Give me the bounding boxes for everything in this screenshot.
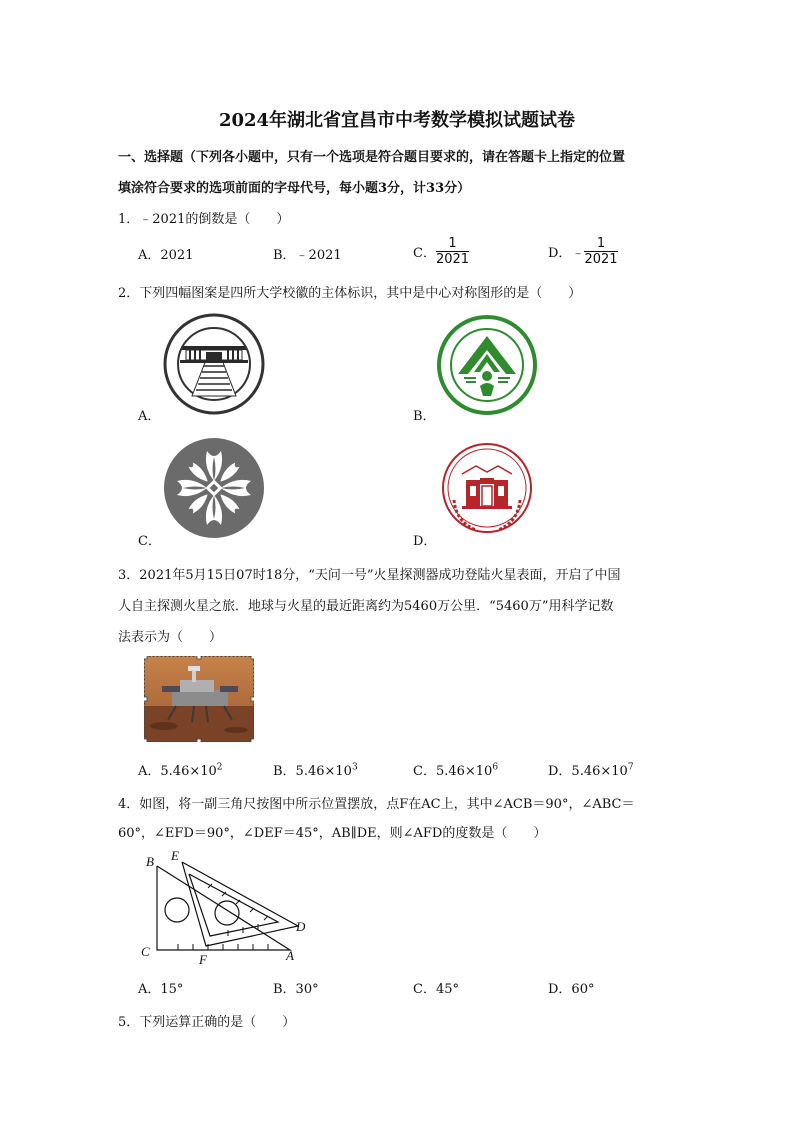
fraction-denominator: 2021 <box>435 252 470 267</box>
q1-option-c-fraction <box>436 236 469 267</box>
q1-stem: 1．﹣2021的倒数是（ ） <box>118 212 290 227</box>
mars-rover-photo <box>144 656 254 742</box>
q4-option-b: B．30° <box>273 982 319 997</box>
q3-option-c-base: C．5.46×10 <box>413 764 493 779</box>
q2-option-d: D． <box>413 534 437 549</box>
emblem-d-image <box>436 440 538 540</box>
q3-option-a-exponent: 2 <box>216 762 223 773</box>
q3-option-a-base: A．5.46×10 <box>138 764 217 779</box>
q3-option-d-base: D．5.46×10 <box>548 764 628 779</box>
q3-option-a <box>138 760 223 779</box>
section-heading-line1: 一、选择题（下列各小题中，只有一个选项是符合题目要求的，请在答题卡上指定的位置 <box>118 150 626 165</box>
q3-line3: 法表示为（ ） <box>118 630 223 645</box>
emblem-c-image <box>163 437 265 539</box>
q2-option-b: B． <box>413 409 436 424</box>
q4-line2: 60°，∠EFD＝90°，∠DEF＝45°，AB∥DE，则∠AFD的度数是（ ） <box>118 826 547 841</box>
q4-option-a: A．15° <box>138 982 184 997</box>
q1-option-d <box>548 236 618 267</box>
q1-option-c-label: C． <box>413 246 436 261</box>
q3-line2: 人自主探测火星之旅．地球与火星的最近距离约为5460万公里．“5460万”用科学记数 <box>118 599 614 614</box>
fig-label-d: D <box>296 919 306 934</box>
q3-line1: 3．2021年5月15日07时18分，“天问一号”火星探测器成功登陆火星表面，开启了中国 <box>118 568 621 583</box>
emblem-b-image <box>436 314 538 416</box>
q3-option-d <box>548 760 634 779</box>
fraction-numerator: 1 <box>584 236 617 252</box>
q3-option-d-exponent: 7 <box>627 762 634 773</box>
fig-label-a: A <box>286 948 294 963</box>
minus-sign: ﹣ <box>571 246 585 261</box>
fig-label-b: B <box>146 854 154 869</box>
fraction-numerator: 1 <box>436 236 469 252</box>
page-title: 2024年湖北省宜昌市中考数学模拟试题试卷 <box>218 110 576 131</box>
q1-option-c <box>413 236 469 267</box>
fig-label-f: F <box>199 952 207 967</box>
q3-option-b <box>273 760 358 779</box>
triangle-rulers-figure <box>138 848 318 968</box>
q3-option-b-base: B．5.46×10 <box>273 764 352 779</box>
q1-option-a: A．2021 <box>138 248 194 263</box>
q4-option-c: C．45° <box>413 982 459 997</box>
q5-stem: 5．下列运算正确的是（ ） <box>118 1015 296 1030</box>
fraction-denominator: 2021 <box>584 252 618 267</box>
q2-option-c: C． <box>138 534 161 549</box>
q1-option-d-label: D． <box>548 246 572 261</box>
q3-option-c-exponent: 6 <box>492 762 499 773</box>
section-heading-line2: 填涂符合要求的选项前面的字母代号，每小题3分，计33分） <box>118 181 471 196</box>
q3-option-c <box>413 760 498 779</box>
q4-line1: 4．如图，将一副三角尺按图中所示位置摆放，点F在AC上，其中∠ACB＝90°，∠ABC＝ <box>118 797 635 812</box>
fig-label-c: C <box>141 944 150 959</box>
q4-option-d: D．60° <box>548 982 595 997</box>
q2-option-a: A． <box>138 409 161 424</box>
emblem-a-image <box>162 312 266 416</box>
q2-stem: 2．下列四幅图案是四所大学校徽的主体标识，其中是中心对称图形的是（ ） <box>118 286 582 301</box>
q3-option-b-exponent: 3 <box>351 762 358 773</box>
q1-option-d-fraction <box>584 236 617 267</box>
fig-label-e: E <box>171 848 179 863</box>
q1-option-b: B．﹣2021 <box>273 248 342 263</box>
